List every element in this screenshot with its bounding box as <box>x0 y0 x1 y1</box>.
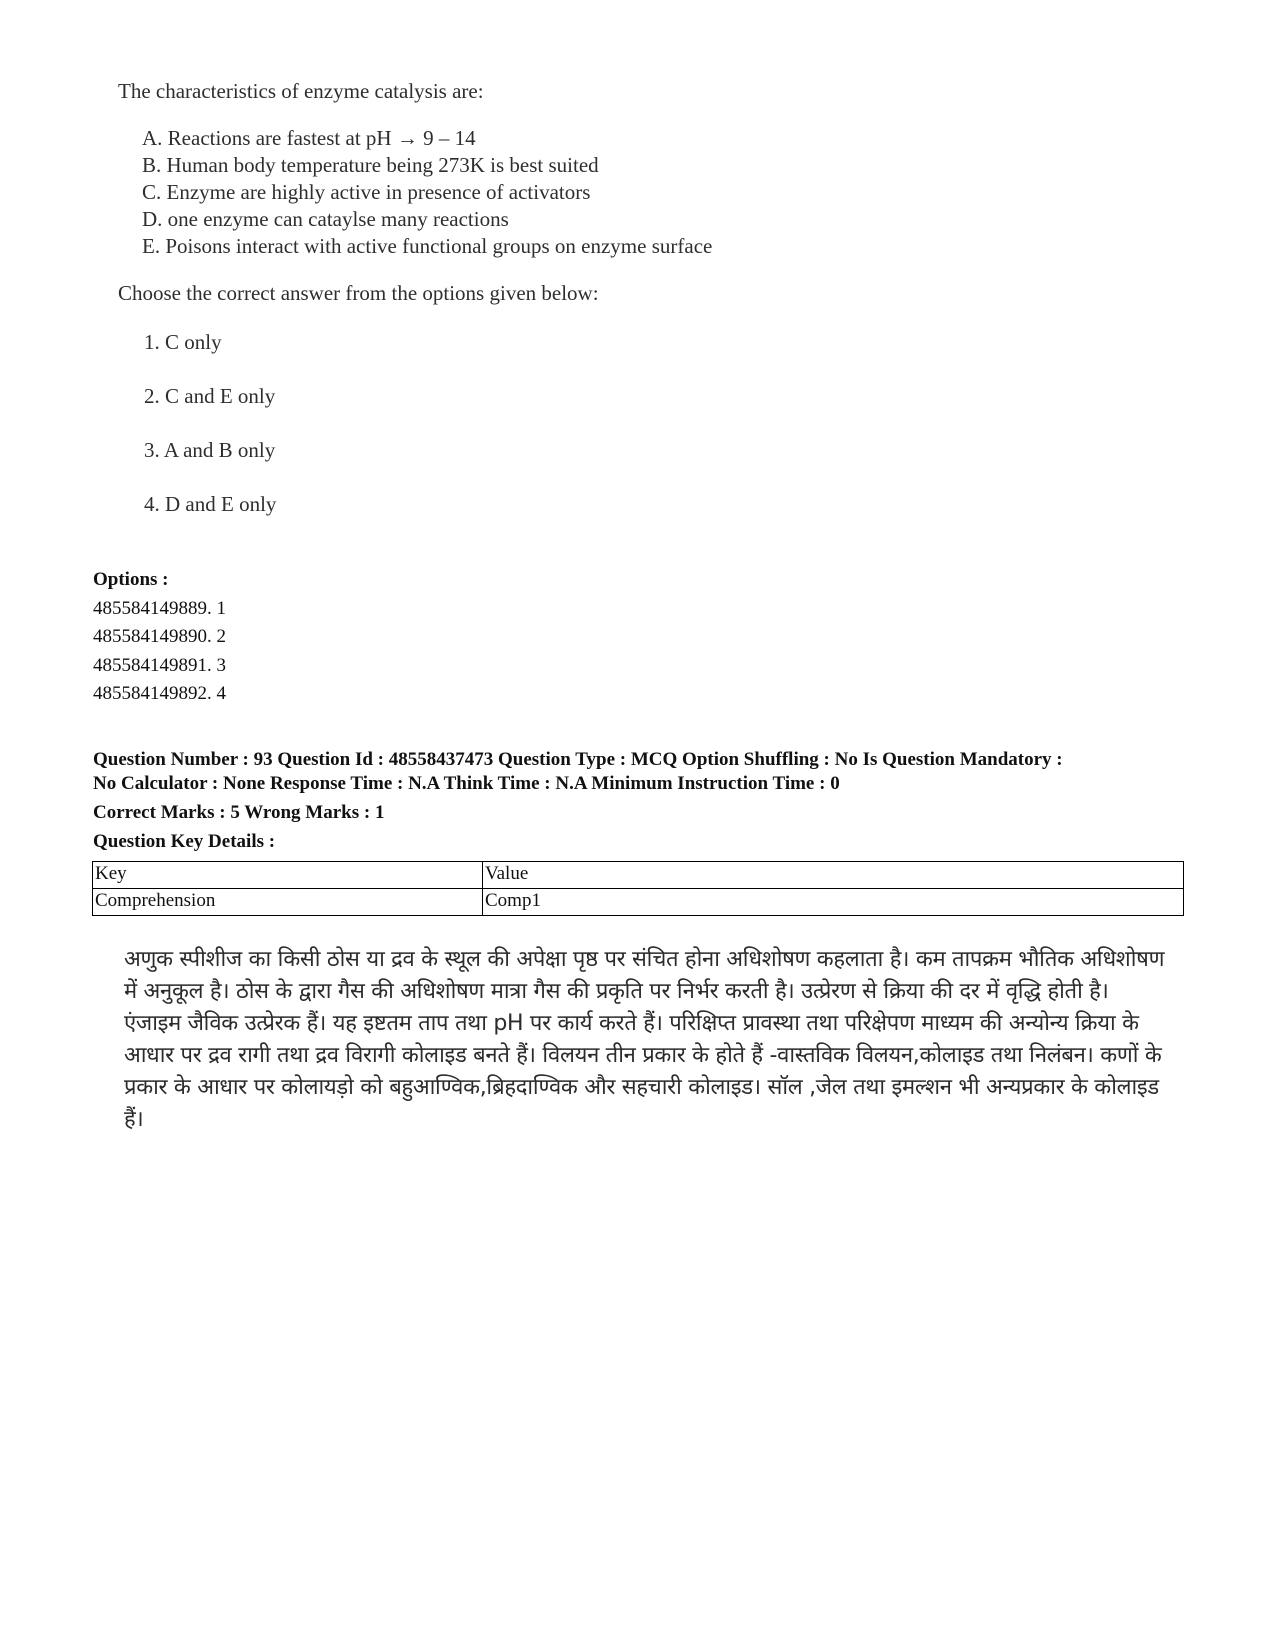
question-stem: The characteristics of enzyme catalysis are: <box>118 79 484 103</box>
comprehension-passage: अणुक स्पीशीज का किसी ठोस या द्रव के स्थूल की अपेक्षा पृष्ठ पर संचित होना अधिशोषण कहलाता है। कम तापक्रम भौतिक अधिशोषण में अनुकूल है। ठोस के द्वारा गैस की अधिशोषण मात्रा गैस की प्रकृति पर निर्भर करती है। उत्प्रेरण से क्रिया की दर में वृद्धि होती है। एंजाइम जैविक उत्प्रेरक हैं। यह इष्टतम ताप तथा pH पर कार्य करते हैं। परिक्षिप्त प्रावस्था तथा परिक्षेपण माध्यम की अन्योन्य क्रिया के आधार पर द्रव रागी तथा द्रव विरागी कोलाइड बनते हैं। विलयन तीन प्रकार के होते हैं -वास्तविक विलयन,कोलाइड तथा निलंबन। कणों के प्रकार के आधार पर कोलायड़ो को बहुआण्विक,ब्रिहदाण्विक और सहचारी कोलाइड। सॉल ,जेल तथा इमल्शन भी अन्यप्रकार के कोलाइड हैं। <box>124 947 1165 1132</box>
answer-choice-1: 1. C only <box>144 330 222 354</box>
answer-choice-2: 2. C and E only <box>144 384 276 408</box>
option-item: 485584149889. 1 <box>93 597 226 619</box>
table-header-value: Value <box>483 862 1184 889</box>
statement-c: C. Enzyme are highly active in presence of activators <box>142 180 591 204</box>
question-metadata <box>93 748 1193 796</box>
option-item: 485584149890. 2 <box>93 626 226 647</box>
question-image <box>118 78 838 545</box>
statement-a: A. Reactions are fastest at pH → 9 – 14 <box>142 126 476 150</box>
statement-d: D. one enzyme can cataylse many reactions <box>142 207 509 231</box>
marks-info: Correct Marks : 5 Wrong Marks : 1 <box>93 802 385 823</box>
choose-instruction: Choose the correct answer from the options given below: <box>118 281 599 305</box>
table-header-key: Key <box>93 862 483 889</box>
table-cell-value: Comp1 <box>483 889 1184 916</box>
statement-e: E. Poisons interact with active functional groups on enzyme surface <box>142 234 713 258</box>
table-row <box>93 889 1184 916</box>
answer-choice-4: 4. D and E only <box>144 492 277 516</box>
key-details-heading: Question Key Details : <box>93 831 276 852</box>
option-item: 485584149892. 4 <box>93 683 226 704</box>
options-heading: Options : <box>93 569 169 590</box>
statement-b: B. Human body temperature being 273K is best suited <box>142 153 599 177</box>
key-details-table <box>92 861 1184 916</box>
question-meta-line-2: No Calculator : None Response Time : N.A Think Time : N.A Minimum Instruction Time : 0 <box>93 773 840 794</box>
table-header-row <box>93 862 1184 889</box>
options-list <box>93 566 226 709</box>
answer-choice-3: 3. A and B only <box>144 438 276 462</box>
option-item: 485584149891. 3 <box>93 654 226 676</box>
table-cell-key: Comprehension <box>93 889 483 916</box>
question-meta-line-1: Question Number : 93 Question Id : 48558437473 Question Type : MCQ Option Shuffling : No Is Question Mandatory : <box>93 749 1063 770</box>
